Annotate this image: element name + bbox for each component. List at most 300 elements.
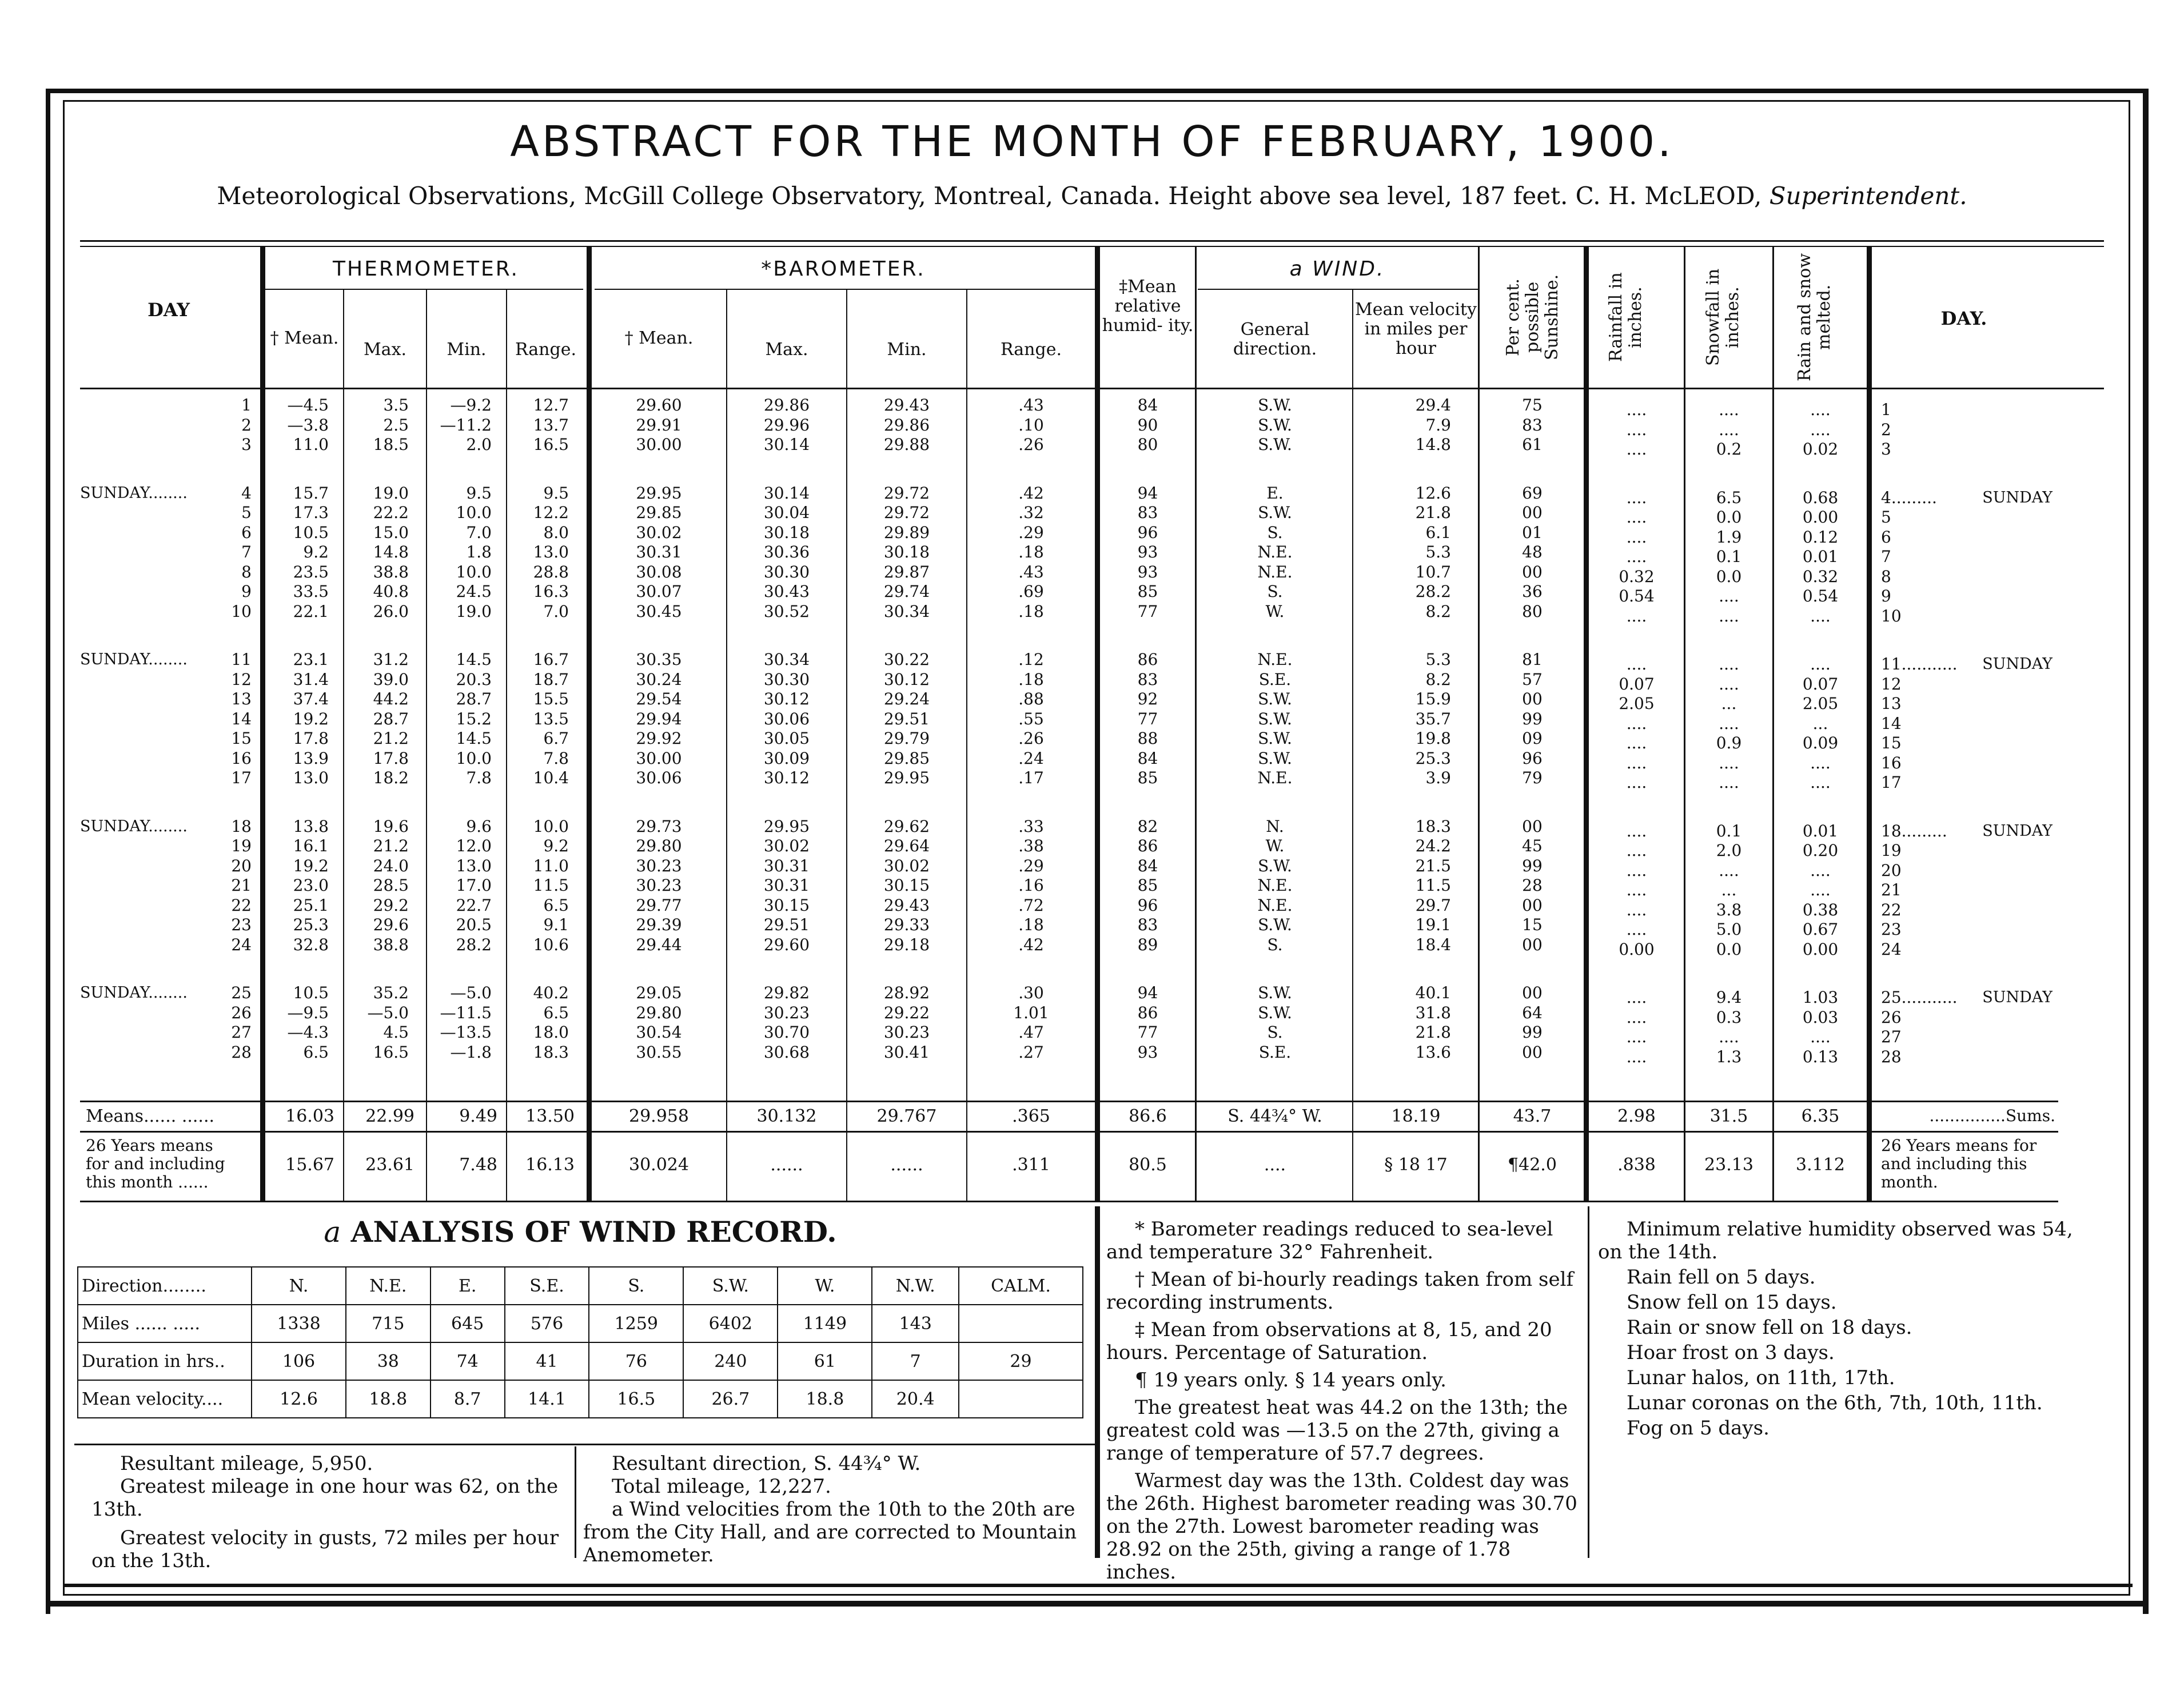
wind-notes-divider	[575, 1446, 576, 1558]
row-gap	[1685, 460, 1772, 488]
column-sunshine	[1481, 396, 1584, 1062]
col-rule	[1352, 289, 1353, 1201]
cell-rlbl	[1961, 607, 2053, 627]
cell-bmax: 30.30	[763, 669, 810, 689]
column-day-right	[1881, 400, 1961, 1067]
cell-dir: N.E.	[1257, 650, 1293, 669]
cell-bmax: 29.60	[763, 935, 810, 954]
cell-tmax: 19.6	[373, 816, 409, 836]
years-wind-direction: ....	[1264, 1155, 1286, 1175]
row-gap	[80, 621, 212, 650]
wind-cell	[959, 1380, 1083, 1418]
cell-tmax: 22.2	[373, 503, 409, 522]
cell-bmax: 30.34	[763, 650, 810, 669]
cell-hum: 96	[1137, 895, 1158, 915]
cell-tmax: 19.0	[373, 483, 409, 503]
cell-sun: 00	[1522, 562, 1543, 581]
cell-dir: S.E.	[1258, 669, 1292, 689]
column-rain-snow	[1774, 400, 1867, 1067]
cell-tmean: 23.1	[293, 650, 329, 669]
row-gap	[1198, 955, 1352, 983]
cell-trng: 9.2	[543, 836, 569, 855]
means-baro-max: 30.132	[756, 1106, 817, 1126]
cell-tmin: —11.5	[440, 1003, 492, 1022]
cell-melt: ....	[1810, 880, 1831, 899]
row-gap	[1881, 460, 1961, 488]
cell-lbl	[80, 670, 212, 690]
cell-tmin: 10.0	[456, 562, 492, 581]
cell-rain: 0.32	[1619, 567, 1655, 586]
cell-bmean: 30.54	[636, 1023, 682, 1042]
cell-tmean: 10.5	[293, 983, 329, 1002]
wind-cell: 29	[959, 1342, 1083, 1380]
cell-rday: 4.........	[1881, 488, 1937, 507]
row-gap	[1961, 959, 2053, 988]
cell-tmean: 23.5	[293, 562, 329, 581]
row-gap	[1589, 959, 1684, 988]
cell-tmin: —5.0	[450, 983, 492, 1002]
wind-cell: 576	[505, 1305, 589, 1342]
cell-trng: 16.5	[533, 435, 569, 454]
header-bottom-rule	[80, 388, 2104, 389]
column-wind-direction	[1198, 396, 1352, 1062]
cell-tmean: —4.3	[287, 1023, 329, 1042]
cell-bmax: 30.18	[763, 523, 810, 542]
cell-lbl	[80, 396, 212, 416]
cell-trng: 6.7	[543, 729, 569, 748]
cell-tmax: 17.8	[373, 748, 409, 768]
cell-tmean: —9.5	[287, 1003, 329, 1022]
row-gap	[967, 455, 1095, 484]
cell-hum: 93	[1137, 562, 1158, 581]
cell-day: 6	[241, 523, 252, 542]
cell-sun: 48	[1522, 543, 1543, 561]
cell-day: 17	[231, 768, 252, 787]
header-baro-mean: † Mean.	[624, 328, 694, 348]
wind-cell: CALM.	[959, 1267, 1083, 1305]
cell-hum: 80	[1137, 435, 1158, 454]
header-wind-direction: General direction.	[1233, 320, 1317, 359]
cell-rain: 2.05	[1619, 694, 1655, 713]
cell-lbl	[80, 768, 212, 788]
row-gap	[1589, 793, 1684, 822]
cell-sun: 00	[1522, 895, 1543, 915]
cell-rain: ....	[1626, 1047, 1647, 1066]
cell-melt: ....	[1810, 655, 1831, 673]
cell-tmean: 17.3	[293, 503, 329, 522]
footnote: ¶ 19 years only. § 14 years only.	[1135, 1369, 1446, 1392]
cell-hum: 93	[1137, 543, 1158, 561]
cell-sun: 00	[1522, 1042, 1543, 1062]
cell-brng: .12	[1018, 650, 1044, 669]
row-gap	[592, 455, 726, 484]
cell-sun: 99	[1522, 1023, 1543, 1042]
cell-rain: ....	[1626, 880, 1647, 899]
row-gap	[592, 788, 726, 817]
cell-bmean: 29.85	[636, 503, 682, 522]
row-gap	[727, 788, 846, 817]
means-snowfall: 31.5	[1709, 1106, 1748, 1126]
cell-snow: ....	[1719, 420, 1739, 439]
cell-bmax: 30.70	[763, 1023, 810, 1042]
cell-trng: 28.8	[533, 562, 569, 581]
cell-lbl	[80, 915, 212, 935]
cell-sun: 79	[1522, 768, 1543, 787]
cell-trng: 6.5	[543, 1003, 569, 1022]
cell-bmean: 30.23	[636, 856, 682, 875]
thermo-group-rule	[263, 289, 583, 290]
row-gap	[1101, 955, 1195, 983]
cell-snow: 0.0	[1716, 567, 1742, 586]
cell-day: 4	[241, 483, 252, 503]
cell-dir: S.E.	[1258, 1042, 1292, 1062]
col-rule	[343, 289, 344, 1201]
row-gap	[967, 621, 1095, 650]
cell-rlbl	[1961, 1027, 2053, 1047]
years-label-right	[1881, 1137, 2036, 1191]
row-gap	[80, 955, 212, 983]
cell-day: 24	[231, 935, 252, 954]
cell-tmean: 13.0	[293, 768, 329, 787]
cell-lbl: SUNDAY........	[80, 984, 188, 1002]
cell-dir: S.W.	[1258, 435, 1292, 454]
row-gap	[1481, 455, 1584, 484]
cell-rday: 25...........	[1881, 988, 1958, 1007]
cell-rain: ....	[1626, 1007, 1647, 1027]
cell-lbl	[80, 749, 212, 769]
years-baro-range: .311	[1012, 1155, 1050, 1175]
cell-rain: 0.54	[1619, 587, 1655, 605]
cell-snow: 0.3	[1716, 1007, 1742, 1027]
cell-bmin: 30.12	[883, 669, 930, 689]
cell-sun: 75	[1522, 396, 1543, 414]
cell-rday: 20	[1881, 860, 1902, 880]
header-baro-max: Max.	[765, 340, 808, 360]
cell-vel: 18.3	[1415, 816, 1451, 836]
cell-rday: 19	[1881, 841, 1902, 860]
cell-sun: 64	[1522, 1003, 1543, 1022]
cell-tmin: —11.2	[440, 415, 492, 435]
cell-sun: 99	[1522, 709, 1543, 728]
cell-brng: .18	[1018, 915, 1044, 934]
cell-rlbl	[1961, 940, 2053, 960]
row-gap	[1881, 959, 1961, 988]
cell-rday: 11...........	[1881, 655, 1958, 673]
note-greatest-velocity: Greatest velocity in gusts, 72 miles per hour on the 13th.	[91, 1526, 559, 1572]
wind-cell	[959, 1305, 1083, 1342]
cell-bmin: 29.22	[883, 1003, 930, 1022]
row-gap	[1961, 793, 2053, 822]
cell-dir: S.W.	[1258, 856, 1292, 875]
cell-day: 1	[241, 396, 252, 414]
footnote: Fog on 5 days.	[1627, 1417, 1769, 1440]
cell-rday: 17	[1881, 773, 1902, 792]
page-subtitle	[0, 182, 2184, 210]
cell-vel: 31.8	[1415, 1003, 1451, 1022]
cell-melt: ...	[1812, 714, 1828, 733]
cell-brng: .69	[1018, 582, 1044, 601]
cell-day: 22	[231, 895, 252, 915]
cell-lbl	[80, 543, 212, 563]
cell-trng: 11.5	[533, 876, 569, 895]
cell-lbl	[80, 876, 212, 896]
cell-tmin: 28.7	[456, 689, 492, 708]
row-gap	[80, 788, 212, 817]
cell-vel: 35.7	[1415, 709, 1451, 728]
cell-rday: 15	[1881, 734, 1902, 752]
cell-snow: ...	[1721, 880, 1737, 899]
cell-vel: 40.1	[1415, 983, 1451, 1002]
cell-hum: 84	[1137, 396, 1158, 414]
cell-rain: ....	[1626, 860, 1647, 880]
cell-tmax: 39.0	[373, 669, 409, 689]
row-gap	[1774, 460, 1867, 488]
cell-rain: ....	[1626, 988, 1647, 1007]
cell-sun: 00	[1522, 503, 1543, 522]
wind-record-table	[77, 1266, 1083, 1418]
cell-rlbl	[1961, 773, 2053, 793]
cell-rlbl	[1961, 675, 2053, 695]
cell-dir: N.E.	[1257, 895, 1293, 915]
cell-brng: .18	[1018, 601, 1044, 621]
cell-day: 8	[241, 562, 252, 581]
column-temp-range	[506, 396, 569, 1062]
cell-brng: .17	[1018, 768, 1044, 787]
bottom-divider-right	[1588, 1206, 1589, 1558]
cell-rain: ....	[1626, 420, 1647, 439]
header-wind: a WIND.	[1289, 257, 1385, 281]
cell-sun: 61	[1522, 435, 1543, 454]
footnote: ‡ Mean from observations at 8, 15, and 20 hours. Percentage of Saturation.	[1106, 1318, 1552, 1364]
row-gap	[727, 621, 846, 650]
cell-day: 18	[231, 816, 252, 836]
wind-cell: 20.4	[872, 1380, 959, 1418]
wind-cell: 26.7	[683, 1380, 778, 1418]
row-gap	[1198, 788, 1352, 817]
years-snowfall: 23.13	[1704, 1155, 1753, 1175]
col-rule	[1195, 246, 1197, 1201]
cell-bmax: 30.02	[763, 836, 810, 855]
cell-hum: 89	[1137, 935, 1158, 954]
cell-bmax: 30.04	[763, 503, 810, 522]
cell-melt: 0.00	[1802, 939, 1839, 959]
wind-cell: 18.8	[346, 1380, 431, 1418]
cell-tmax: —5.0	[367, 1003, 409, 1022]
cell-hum: 77	[1137, 709, 1158, 728]
row-gap	[1354, 788, 1451, 817]
cell-brng: .47	[1018, 1023, 1044, 1042]
column-temp-mean	[266, 396, 329, 1062]
wind-row	[78, 1342, 1083, 1380]
cell-sun: 69	[1522, 483, 1543, 503]
cell-rday: 21	[1881, 880, 1902, 899]
row-gap	[1774, 626, 1867, 655]
cell-bmean: 29.60	[636, 396, 682, 414]
cell-lbl	[80, 1043, 212, 1063]
cell-tmean: 19.2	[293, 856, 329, 875]
years-label-line1: 26 Years means	[86, 1136, 213, 1155]
wind-cell: S.	[589, 1267, 683, 1305]
cell-lbl: SUNDAY........	[80, 484, 188, 502]
wind-row-label: Direction........	[78, 1267, 252, 1305]
wind-cell: S.E.	[505, 1267, 589, 1305]
cell-bmax: 30.14	[763, 435, 810, 454]
cell-tmin: —9.2	[450, 396, 492, 414]
cell-bmin: 29.72	[883, 503, 930, 522]
means-baro-min: 29.767	[876, 1106, 937, 1126]
cell-tmean: 11.0	[293, 435, 329, 454]
cell-tmax: 24.0	[373, 856, 409, 875]
years-baro-min: ......	[890, 1155, 923, 1175]
cell-vel: 29.7	[1415, 895, 1451, 915]
cell-brng: .55	[1018, 709, 1044, 728]
cell-melt: 0.12	[1802, 527, 1839, 547]
wind-cell: 18.8	[778, 1380, 872, 1418]
cell-tmean: 22.1	[293, 601, 329, 621]
cell-sun: 99	[1522, 856, 1543, 875]
cell-bmin: 29.95	[883, 768, 930, 787]
cell-rain: ....	[1626, 734, 1647, 752]
cell-day: 20	[231, 856, 252, 875]
cell-sun: 57	[1522, 669, 1543, 689]
cell-snow: 3.8	[1716, 900, 1742, 919]
wind-notes-right	[583, 1452, 1086, 1567]
cell-dir: W.	[1265, 601, 1285, 621]
header-thermometer: THERMOMETER.	[333, 257, 519, 281]
cell-rlbl	[1961, 440, 2053, 460]
cell-brng: .26	[1018, 729, 1044, 748]
cell-rday: 27	[1881, 1027, 1902, 1046]
cell-melt: ....	[1810, 753, 1831, 772]
wind-notes-left	[91, 1452, 566, 1572]
cell-rain: ....	[1626, 527, 1647, 547]
cell-vel: 11.5	[1415, 876, 1451, 895]
cell-lbl	[80, 935, 212, 955]
cell-melt: 0.54	[1802, 587, 1839, 605]
cell-bmax: 30.06	[763, 709, 810, 728]
cell-rday: 14	[1881, 714, 1902, 733]
cell-tmax: 26.0	[373, 601, 409, 621]
cell-rain: ....	[1626, 1027, 1647, 1046]
cell-melt: 0.38	[1802, 900, 1839, 919]
cell-bmax: 30.36	[763, 543, 810, 561]
wind-row	[78, 1305, 1083, 1342]
wind-cell: 715	[346, 1305, 431, 1342]
wind-cell: N.W.	[872, 1267, 959, 1305]
cell-melt: 0.68	[1802, 488, 1839, 507]
cell-dir: S.W.	[1258, 748, 1292, 768]
cell-brng: .38	[1018, 836, 1044, 855]
header-baro-range: Range.	[1001, 340, 1062, 360]
years-temp-max: 23.61	[365, 1155, 415, 1175]
cell-tmax: 2.5	[383, 415, 409, 435]
cell-sun: 00	[1522, 935, 1543, 954]
cell-brng: .33	[1018, 816, 1044, 836]
row-gap	[1589, 460, 1684, 488]
cell-tmax: 29.2	[373, 895, 409, 915]
cell-vel: 21.8	[1415, 1023, 1451, 1042]
cell-snow: 0.9	[1716, 734, 1742, 752]
wind-row-label: Duration in hrs..	[78, 1342, 252, 1380]
cell-rain: ....	[1626, 508, 1647, 527]
cell-rlbl	[1961, 754, 2053, 774]
header-rainfall: Rainfall in inches.	[1606, 272, 1645, 362]
column-day-label	[80, 396, 212, 1062]
years-baro-max: ......	[770, 1155, 803, 1175]
cell-hum: 93	[1137, 1042, 1158, 1062]
cell-tmean: 16.1	[293, 836, 329, 855]
cell-brng: .10	[1018, 415, 1044, 435]
cell-sun: 01	[1522, 523, 1543, 542]
header-snowfall: Snowfall in inches.	[1703, 268, 1743, 366]
cell-dir: N.E.	[1257, 562, 1293, 581]
column-wind-velocity	[1354, 396, 1451, 1062]
cell-rain: ....	[1626, 821, 1647, 840]
years-label-line3: this month ......	[86, 1173, 209, 1191]
cell-trng: 8.0	[543, 523, 569, 542]
cell-bmax: 30.09	[763, 748, 810, 768]
column-baro-range	[967, 396, 1095, 1062]
wind-notes-rule	[74, 1444, 1095, 1445]
cell-day: 7	[241, 543, 252, 561]
footnote: † Mean of bi-hourly readings taken from self recording instruments.	[1106, 1268, 1574, 1314]
row-gap	[266, 621, 329, 650]
cell-brng: 1.01	[1013, 1003, 1049, 1022]
cell-tmin: 7.8	[466, 768, 492, 787]
cell-bmax: 29.51	[763, 915, 810, 934]
means-temp-max: 22.99	[365, 1106, 415, 1126]
cell-dir: S.W.	[1258, 503, 1292, 522]
header-wind-velocity: Mean velocity in miles per hour	[1355, 300, 1477, 358]
cell-rday: 7	[1881, 547, 1891, 566]
footnote: * Barometer readings reduced to sea-level and temperature 32° Fahrenheit.	[1106, 1218, 1553, 1264]
column-rainfall	[1589, 400, 1684, 1067]
cell-tmin: 2.0	[466, 435, 492, 454]
cell-melt: ....	[1810, 606, 1831, 625]
cell-rain: ....	[1626, 773, 1647, 792]
cell-tmean: 23.0	[293, 876, 329, 895]
cell-lbl	[80, 602, 212, 622]
cell-dir: S.W.	[1258, 915, 1292, 934]
cell-snow: ....	[1719, 674, 1739, 693]
row-gap	[727, 455, 846, 484]
cell-snow: 0.0	[1716, 508, 1742, 527]
cell-melt: 0.03	[1802, 1007, 1839, 1027]
wind-cell: 7	[872, 1342, 959, 1380]
cell-dir: N.E.	[1257, 768, 1293, 787]
cell-tmean: 13.9	[293, 748, 329, 768]
cell-day: 11	[231, 650, 252, 669]
cell-melt: 1.03	[1802, 988, 1839, 1007]
cell-sun: 09	[1522, 729, 1543, 748]
cell-bmean: 30.06	[636, 768, 682, 787]
cell-bmean: 29.54	[636, 689, 682, 708]
cell-hum: 86	[1137, 836, 1158, 855]
row-gap	[1685, 959, 1772, 988]
wind-cell: 61	[778, 1342, 872, 1380]
cell-day: 2	[241, 415, 252, 435]
row-gap	[1354, 955, 1451, 983]
row-gap	[1481, 621, 1584, 650]
cell-rlbl	[1961, 880, 2053, 900]
cell-bmin: 30.15	[883, 876, 930, 895]
cell-rain: 0.00	[1619, 939, 1655, 959]
column-day-right-label	[1961, 400, 2053, 1067]
cell-rday: 18.........	[1881, 821, 1947, 840]
cell-hum: 83	[1137, 669, 1158, 689]
column-baro-max	[727, 396, 846, 1062]
cell-tmin: 10.0	[456, 748, 492, 768]
